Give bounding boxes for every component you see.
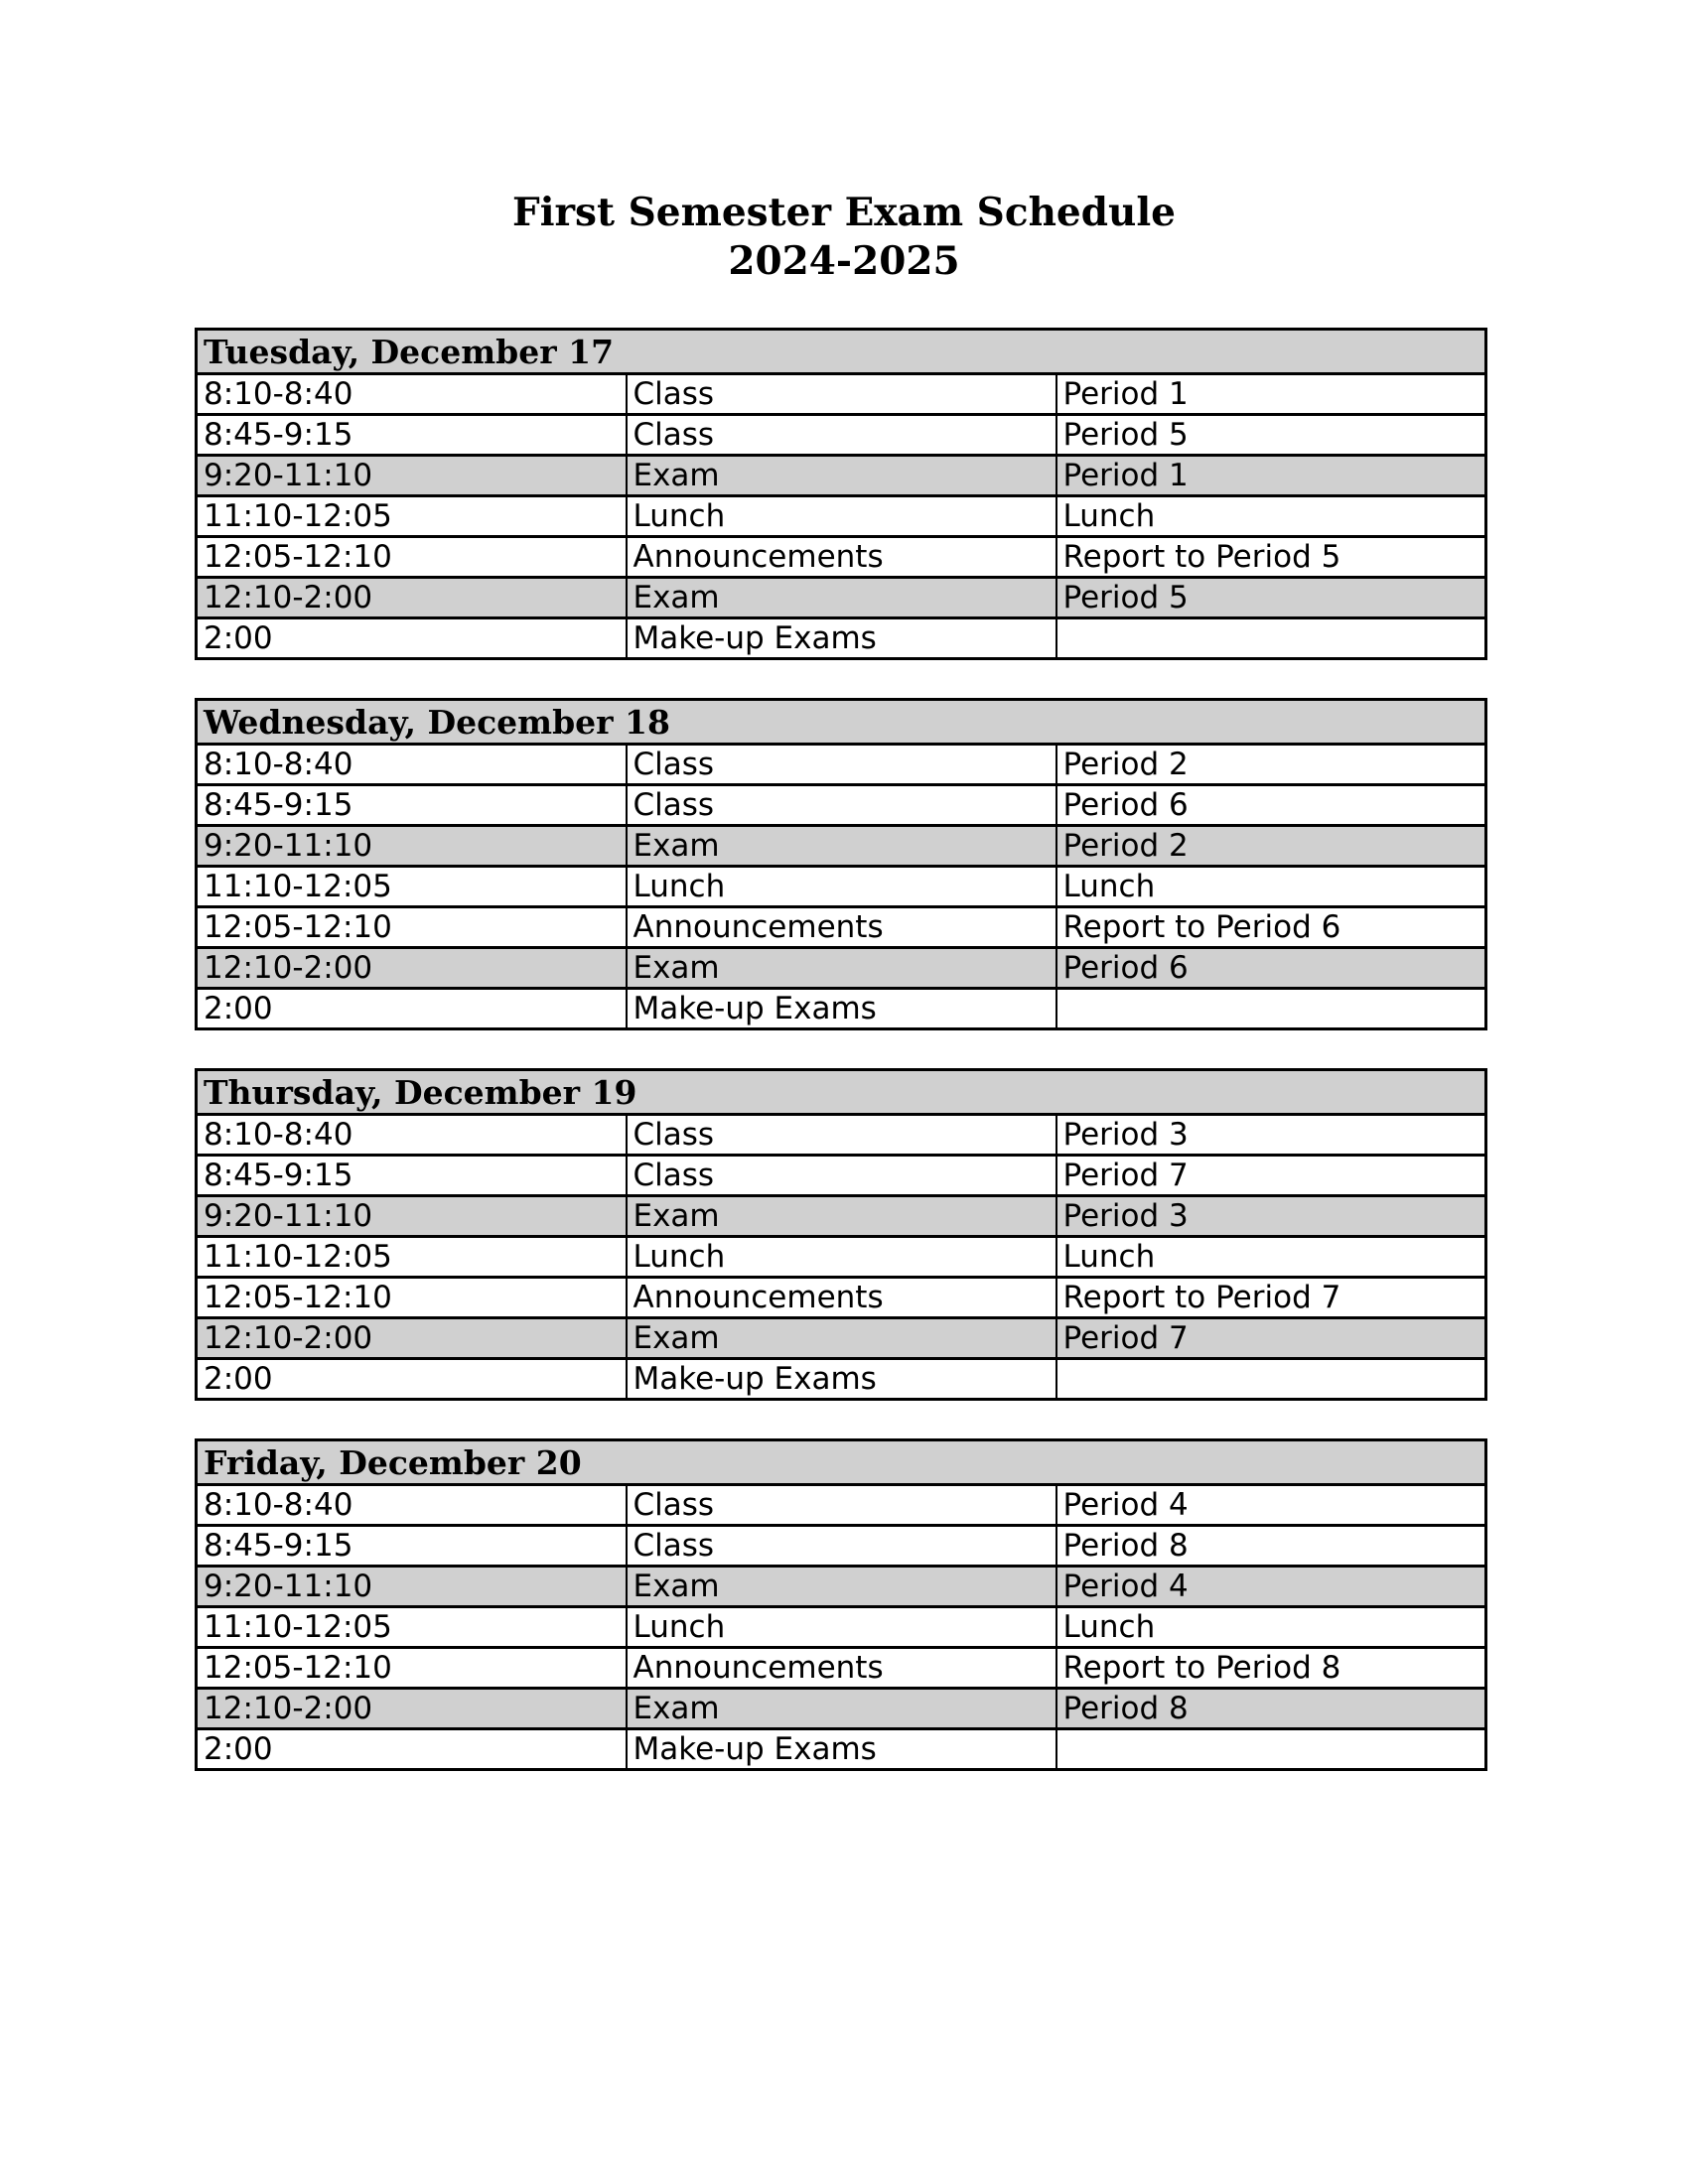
period-cell: Report to Period 7 <box>1056 1278 1486 1318</box>
time-cell: 8:45-9:15 <box>197 1156 627 1196</box>
table-row <box>197 1689 1486 1729</box>
schedule-table-friday <box>195 1438 1487 1771</box>
table-row <box>197 1359 1486 1400</box>
table-row <box>197 1196 1486 1237</box>
table-row <box>197 578 1486 618</box>
activity-cell: Exam <box>627 1689 1056 1729</box>
time-cell: 12:05-12:10 <box>197 1278 627 1318</box>
table-row <box>197 785 1486 826</box>
period-cell: Period 8 <box>1056 1689 1486 1729</box>
table-row <box>197 1648 1486 1689</box>
activity-cell: Class <box>627 1156 1056 1196</box>
day-header-cell: Thursday, December 19 <box>197 1070 1486 1115</box>
table-row <box>197 1485 1486 1526</box>
table-row <box>197 415 1486 456</box>
time-cell: 11:10-12:05 <box>197 1607 627 1648</box>
activity-cell: Exam <box>627 456 1056 496</box>
activity-cell: Class <box>627 1485 1056 1526</box>
period-cell: Period 4 <box>1056 1567 1486 1607</box>
activity-cell: Make-up Exams <box>627 1729 1056 1770</box>
schedule-table-wednesday <box>195 698 1487 1030</box>
activity-cell: Announcements <box>627 907 1056 948</box>
schedule-table-thursday <box>195 1068 1487 1401</box>
table-row <box>197 1318 1486 1359</box>
period-cell: Lunch <box>1056 1237 1486 1278</box>
table-row <box>197 867 1486 907</box>
table-row <box>197 496 1486 537</box>
day-header-cell: Friday, December 20 <box>197 1440 1486 1485</box>
time-cell: 12:10-2:00 <box>197 1689 627 1729</box>
table-row <box>197 745 1486 785</box>
time-cell: 8:45-9:15 <box>197 1526 627 1567</box>
activity-cell: Make-up Exams <box>627 1359 1056 1400</box>
time-cell: 2:00 <box>197 1729 627 1770</box>
period-cell: Report to Period 5 <box>1056 537 1486 578</box>
activity-cell: Make-up Exams <box>627 618 1056 659</box>
schedule-content <box>195 328 1487 1771</box>
activity-cell: Exam <box>627 1567 1056 1607</box>
time-cell: 9:20-11:10 <box>197 1567 627 1607</box>
activity-cell: Class <box>627 785 1056 826</box>
day-header-cell: Wednesday, December 18 <box>197 700 1486 745</box>
activity-cell: Class <box>627 1115 1056 1156</box>
time-cell: 11:10-12:05 <box>197 867 627 907</box>
activity-cell: Lunch <box>627 496 1056 537</box>
time-cell: 11:10-12:05 <box>197 496 627 537</box>
time-cell: 2:00 <box>197 1359 627 1400</box>
activity-cell: Class <box>627 745 1056 785</box>
table-row <box>197 456 1486 496</box>
time-cell: 8:45-9:15 <box>197 415 627 456</box>
activity-cell: Announcements <box>627 1648 1056 1689</box>
time-cell: 9:20-11:10 <box>197 456 627 496</box>
table-row <box>197 1526 1486 1567</box>
table-row <box>197 1567 1486 1607</box>
activity-cell: Class <box>627 1526 1056 1567</box>
table-row <box>197 907 1486 948</box>
title-line-2: 2024-2025 <box>728 238 960 284</box>
period-cell: Period 1 <box>1056 456 1486 496</box>
time-cell: 8:10-8:40 <box>197 745 627 785</box>
time-cell: 2:00 <box>197 989 627 1029</box>
schedule-table-tuesday <box>195 328 1487 660</box>
time-cell: 11:10-12:05 <box>197 1237 627 1278</box>
period-cell: Period 4 <box>1056 1485 1486 1526</box>
table-row <box>197 1729 1486 1770</box>
activity-cell: Exam <box>627 1196 1056 1237</box>
period-cell: Period 3 <box>1056 1196 1486 1237</box>
time-cell: 8:10-8:40 <box>197 374 627 415</box>
table-row <box>197 1607 1486 1648</box>
period-cell: Period 7 <box>1056 1318 1486 1359</box>
activity-cell: Class <box>627 415 1056 456</box>
document-title <box>0 0 1688 286</box>
period-cell: Period 2 <box>1056 826 1486 867</box>
day-header-row <box>197 330 1486 374</box>
day-header-cell: Tuesday, December 17 <box>197 330 1486 374</box>
period-cell: Period 2 <box>1056 745 1486 785</box>
time-cell: 12:05-12:10 <box>197 537 627 578</box>
time-cell: 9:20-11:10 <box>197 1196 627 1237</box>
table-row <box>197 826 1486 867</box>
title-line-1: First Semester Exam Schedule <box>512 190 1176 235</box>
period-cell: Lunch <box>1056 867 1486 907</box>
period-cell: Period 6 <box>1056 785 1486 826</box>
activity-cell: Exam <box>627 578 1056 618</box>
time-cell: 2:00 <box>197 618 627 659</box>
table-row <box>197 1237 1486 1278</box>
period-cell: Lunch <box>1056 496 1486 537</box>
table-row <box>197 537 1486 578</box>
table-row <box>197 948 1486 989</box>
period-cell: Period 8 <box>1056 1526 1486 1567</box>
time-cell: 12:10-2:00 <box>197 578 627 618</box>
period-cell: Report to Period 8 <box>1056 1648 1486 1689</box>
period-cell <box>1056 989 1486 1029</box>
activity-cell: Announcements <box>627 537 1056 578</box>
period-cell: Period 3 <box>1056 1115 1486 1156</box>
period-cell: Period 6 <box>1056 948 1486 989</box>
period-cell: Report to Period 6 <box>1056 907 1486 948</box>
day-header-row <box>197 700 1486 745</box>
table-row <box>197 1156 1486 1196</box>
activity-cell: Class <box>627 374 1056 415</box>
activity-cell: Exam <box>627 948 1056 989</box>
time-cell: 12:10-2:00 <box>197 1318 627 1359</box>
period-cell: Period 5 <box>1056 578 1486 618</box>
period-cell: Period 7 <box>1056 1156 1486 1196</box>
period-cell <box>1056 1359 1486 1400</box>
activity-cell: Lunch <box>627 1607 1056 1648</box>
activity-cell: Exam <box>627 1318 1056 1359</box>
time-cell: 12:05-12:10 <box>197 1648 627 1689</box>
time-cell: 12:05-12:10 <box>197 907 627 948</box>
table-row <box>197 374 1486 415</box>
table-row <box>197 1115 1486 1156</box>
table-row <box>197 618 1486 659</box>
period-cell: Lunch <box>1056 1607 1486 1648</box>
activity-cell: Exam <box>627 826 1056 867</box>
time-cell: 8:10-8:40 <box>197 1485 627 1526</box>
table-row <box>197 989 1486 1029</box>
activity-cell: Lunch <box>627 867 1056 907</box>
activity-cell: Make-up Exams <box>627 989 1056 1029</box>
period-cell: Period 1 <box>1056 374 1486 415</box>
day-header-row <box>197 1070 1486 1115</box>
time-cell: 8:45-9:15 <box>197 785 627 826</box>
activity-cell: Announcements <box>627 1278 1056 1318</box>
time-cell: 8:10-8:40 <box>197 1115 627 1156</box>
period-cell <box>1056 618 1486 659</box>
activity-cell: Lunch <box>627 1237 1056 1278</box>
time-cell: 12:10-2:00 <box>197 948 627 989</box>
time-cell: 9:20-11:10 <box>197 826 627 867</box>
period-cell <box>1056 1729 1486 1770</box>
day-header-row <box>197 1440 1486 1485</box>
period-cell: Period 5 <box>1056 415 1486 456</box>
table-row <box>197 1278 1486 1318</box>
